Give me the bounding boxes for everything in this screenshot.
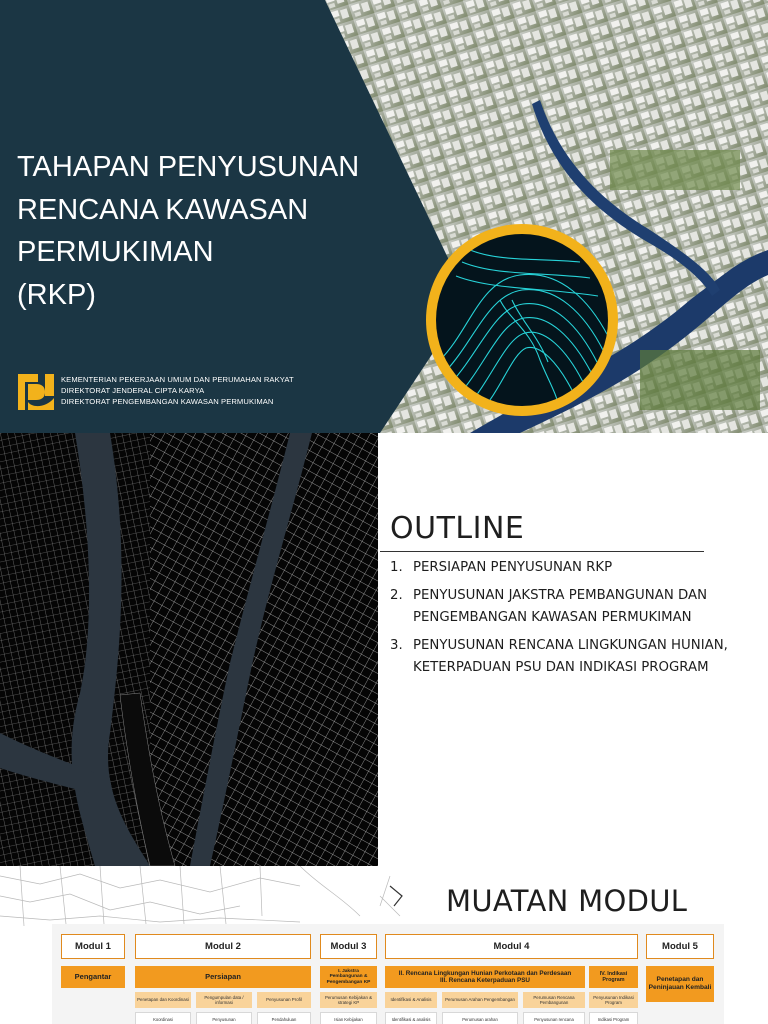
outline-list (390, 557, 740, 685)
item-text: PENYUSUNAN RENCANA LINGKUNGAN HUNIAN, KETERPADUAN PSU DAN INDIKASI PROGRAM (413, 637, 728, 675)
sub-step-box: Pendahuluan (257, 1012, 311, 1024)
org-line: DIREKTORAT JENDERAL CIPTA KARYA (61, 385, 205, 395)
outline-slide (0, 433, 768, 866)
sub-step-box: Perumusan Rencana Pembangunan (523, 992, 585, 1008)
sub-step-box: Pengumpulan data / informasi (196, 992, 252, 1008)
sub-step-box: Penyusunan (196, 1012, 252, 1024)
outline-title: OUTLINE (390, 511, 525, 546)
module-2-box: Modul 2 (135, 934, 311, 959)
sub-step-box: Identifikasi & Analisis (385, 992, 437, 1008)
indikasi-box: IV. Indikasi Program (589, 966, 638, 988)
item-number: 1. (390, 560, 403, 575)
slide-title: MUATAN MODUL (446, 884, 688, 918)
module-4-box: Modul 4 (385, 934, 638, 959)
jakstra-box: I. Jakstra Pembangunan & Pengembangan KP (320, 966, 377, 988)
outline-item (390, 557, 740, 580)
org-line: DIREKTORAT PENGEMBANGAN KAWASAN PERMUKIMAN (61, 396, 274, 406)
sub-step-box: Penyusunan rencana (523, 1012, 585, 1024)
module-5-box: Modul 5 (646, 934, 714, 959)
rencana-box (385, 966, 585, 988)
title-line: PERMUKIMAN (17, 236, 214, 268)
outline-item (390, 635, 740, 680)
sub-step-box: Perumusan arahan (442, 1012, 518, 1024)
sub-step-box: Indikasi Program (589, 1012, 638, 1024)
persiapan-box: Persiapan (135, 966, 311, 988)
title-line: (RKP) (17, 278, 96, 311)
city-map-image (0, 433, 378, 866)
title-line: RENCANA KAWASAN (17, 193, 309, 226)
pupr-logo (18, 374, 54, 410)
module-content-slide (0, 866, 768, 1024)
item-number: 3. (390, 637, 403, 653)
title-divider (380, 551, 704, 552)
item-text: PENYUSUNAN JAKSTRA PEMBANGUNAN DAN PENGEMBANGAN KAWASAN PERMUKIMAN (413, 587, 708, 625)
sub-step-box: Koordinasi (135, 1012, 191, 1024)
sub-step-box: Perumusan Arahan Pengembangan (442, 992, 518, 1008)
item-text: PERSIAPAN PENYUSUNAN RKP (413, 560, 613, 575)
pengantar-box: Pengantar (61, 966, 125, 988)
title-slide (0, 0, 768, 433)
module-1-box: Modul 1 (61, 934, 125, 959)
organization-lines (61, 375, 294, 407)
module-3-box: Modul 3 (320, 934, 377, 959)
org-line: KEMENTERIAN PEKERJAAN UMUM DAN PERUMAHAN RAKYAT (61, 375, 294, 384)
sub-step-box: Penyusunan Profil (257, 992, 311, 1008)
penetapan-box: Penetapan dan Peninjauan Kembali (646, 966, 714, 1002)
outline-item (390, 585, 740, 630)
slide-title (17, 146, 407, 316)
rencana-line: III. Rencana Keterpaduan PSU (440, 977, 530, 984)
sub-step-box: Identifikasi & analisis (385, 1012, 437, 1024)
sub-step-box: Perumusan Kebijakan & strategi KP (320, 992, 377, 1008)
sub-step-box: Penyusunan Indikasi Program (589, 992, 638, 1008)
rencana-line: II. Rencana Lingkungan Hunian Perkotaan dan Perdesaan (398, 969, 572, 977)
title-line: TAHAPAN PENYUSUNAN (17, 151, 360, 183)
sub-step-box: Penetapan dan Koordinasi (135, 992, 191, 1008)
sub-step-box: Isian Kebijakan (320, 1012, 377, 1024)
item-number: 2. (390, 587, 403, 603)
module-diagram (52, 924, 724, 1024)
